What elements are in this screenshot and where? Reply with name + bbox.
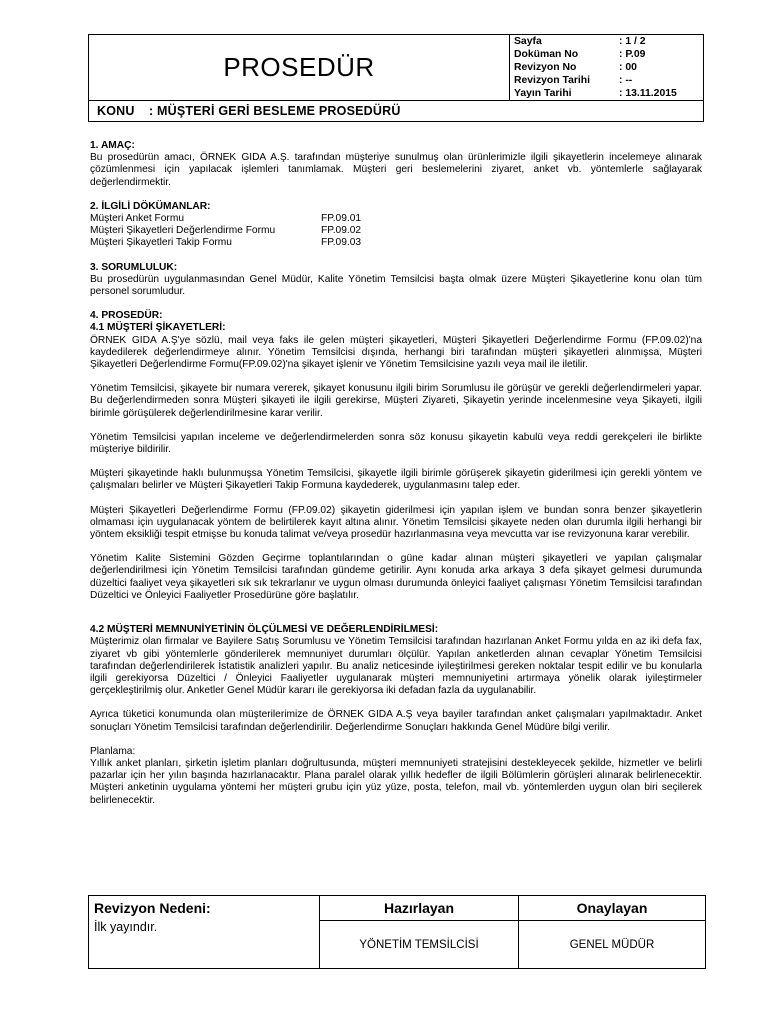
paragraph: Yönetim Temsilcisi, şikayete bir numara vererek, şikayet konusunu ilgili birim Sorumlusu ile görüşür ve gerekli değerlendirmeleri yapar. Bu değerlendirmeden sonra Müşteri şikayeti ile ilgili gerekirse, Müşteri Ziyareti, Şikayetin yerinde incelenmesine veya Şikayeti, ilgili birimle görüşülerek değerlendirilmesine karar verilir. [90,383,702,419]
subsection-heading: 4.2 MÜŞTERİ MEMNUNİYETİNİN ÖLÇÜLMESİ VE DEĞERLENDİRİLMESİ: [90,624,439,636]
section-heading: 3. SORUMLULUK: [90,261,178,273]
document-name: Müşteri Şikayetleri Takip Formu [90,237,232,249]
meta-key: Revizyon No [514,62,577,73]
section-heading: 1. AMAÇ: [90,140,135,151]
section-heading: 2. İLGİLİ DÖKÜMANLAR: [90,200,211,212]
meta-value: : 00 [619,62,637,73]
revision-value: İlk yayındır. [94,920,158,934]
subject-text: : MÜŞTERİ GERİ BESLEME PROSEDÜRÜ [149,104,401,118]
meta-value: : 1 / 2 [619,36,646,47]
revision-cell [89,896,320,968]
paragraph: Ayrıca tüketici konumunda olan müşterilerimize de ÖRNEK GIDA A.Ş veya bayiler tarafından anket çalışmaları yapılmaktadır. Anket sonuçları Yönetim Temsilcisi tarafından değerlendirilir. Değerlendirme Sonuçları hakkında Genel Müdüre bilgi verilir. [90,709,702,733]
paragraph: Bu prosedürün amacı, ÖRNEK GIDA A.Ş. tarafından müşteriye sunulmuş olan ürünlerimizle ilgili şikayetlerin incelemeye alınarak çözümlenmesi için yapılacak işlemleri tanımlamak. Müşteri geri beslemelerini ziyaret, anket vb. yöntemlerle sağlayarak değerlendirmektir. [90,152,702,188]
meta-row-publish-date [514,87,701,100]
meta-row-revision-no [514,61,701,74]
subject-row [88,101,704,122]
meta-row-doc-no [514,48,701,61]
meta-value: : 13.11.2015 [619,88,677,99]
meta-key: Sayfa [514,36,542,47]
approved-label: Onaylayan [519,896,705,921]
paragraph: Yönetim Temsilcisi yapılan inceleme ve değerlendirmelerden sonra söz konusu şikayetin kabulü veya reddi gerekçeleri ile birlikte müşteriye bildirilir. [90,431,702,456]
document-meta [510,35,705,100]
meta-key: Yayın Tarihi [514,88,572,99]
document-page [88,34,704,807]
meta-key: Revizyon Tarihi [514,75,591,86]
header-table [88,34,704,101]
planning-label: Planlama: [90,745,136,757]
document-body [88,140,704,807]
meta-value: : P.09 [619,49,646,60]
approved-cell [519,896,705,968]
document-list-item [90,213,702,225]
subject-label: KONU [97,104,135,118]
prepared-value: YÖNETİM TEMSİLCİSİ [359,938,479,951]
document-list-item [90,225,702,237]
document-name: Müşteri Şikayetleri Değerlendirme Formu [90,225,276,237]
document-code: FP.09.01 [321,213,362,225]
approved-value: GENEL MÜDÜR [569,938,655,951]
document-title: PROSEDÜR [89,35,510,100]
document-list-item [90,237,702,249]
section-heading: 4. PROSEDÜR: [90,310,163,322]
meta-row-page [514,35,701,48]
document-code: FP.09.02 [321,225,362,237]
document-name: Müşteri Anket Formu [90,213,184,225]
paragraph: Yıllık anket planları, şirketin işletim planları doğrultusunda, müşteri memnuniyeti stratejisini destekleyecek şekilde, hizmetler ve belirli pazarlar için her yılın başında hazırlanacaktır. Plana paralel olarak yıllık hedefler de ilgili Bölümlerin görüşleri alınarak belirlenecektir. Müşteri anketinin uygulama yöntemi her müşteri grubu için yüz yüze, posta, telefon, mail vb. yöntemlerden uygun olan biri seçilerek belirlenecektir. [90,757,702,806]
approval-table [88,895,706,969]
meta-key: Doküman No [514,49,579,60]
subsection-heading: 4.1 MÜŞTERİ ŞİKAYETLERİ: [90,322,226,334]
paragraph: Yönetim Kalite Sistemini Gözden Geçirme toplantılarından o güne kadar alınan müşteri şikayetleri ve yapılan çalışmalar değerlendirilmesi için Yönetim Temsilcisi tarafından gündeme getirilir. Aynı konuda arka arkaya 3 defa şikayet gelmesi durumunda düzeltici faaliyet veya şikayetleri sık sık tekrarlanır ve uygun olması durumunda önleyici faaliyet çalışması Yönetim Temsilcisi tarafından Düzeltici ve Önleyici Faaliyetler Prosedürüne göre başlatılır. [90,553,702,601]
revision-label: Revizyon Nedeni: [94,900,211,916]
meta-value: : -- [619,75,633,86]
paragraph: Müşteri şikayetinde haklı bulunmuşsa Yönetim Temsilcisi, şikayetle ilgili birimle görüşerek şikayetin giderilmesi için gerekli yöntem ve çalışmaları belirler ve Müşteri Şikayetleri Takip Formuna kaydederek, uygulanmasını talep eder. [90,468,702,492]
meta-row-revision-date [514,74,701,87]
paragraph: Bu prosedürün uygulanmasından Genel Müdür, Kalite Yönetim Temsilcisi başta olmak üzere Müşteri Şikayetlerine konu olan tüm personel sorumludur. [90,273,702,298]
paragraph: Müşteri Şikayetleri Değerlendirme Formu (FP.09.02) şikayetin giderilmesi için yapılan işlem ve bundan sonra benzer şikayetlerin olmaması için uygulanacak yöntem de belirtilerek kayıt altına alınır. Yönetim Temsilcisi şikayete neden olan durumla ilgili herhangi bir yöntem eksikliği tespit etmişse bu konuda talimat ve/veya prosedür hazırlanmasına veya mevcutta var ise revizyonuna karar verebilir. [90,504,702,541]
prepared-cell [320,896,519,968]
paragraph: ÖRNEK GIDA A.Ş'ye sözlü, mail veya faks ile gelen müşteri şikayetleri, Müşteri Şikayetleri Değerlendirme Formu (FP.09.02)'na kaydedilerek değerlendirmeye alınır. Yönetim Temsilcisi dışında, herhangi biri tarafından müşteri şikayetleri alınmışsa, Müşteri Şikayetleri Değerlendirme Formu(FP.09.02)'na şikayet işlenir ve Yönetim Temsilcisine yazılı veya mail ile iletilir. [90,334,702,371]
document-code: FP.09.03 [321,237,362,249]
paragraph: Müşterimiz olan firmalar ve Bayilere Satış Sorumlusu ve Yönetim Temsilcisi tarafından hazırlanan Anket Formu yılda en az iki defa fax, ziyaret vb gibi yöntemlerle gönderilerek memnuniyet durumları ölçülür. Yapılan anketlerden alınan cevaplar Yönetim Temsilcisi tarafından değerlendirilerek İstatistik analizleri yapılır. Bu analiz neticesinde iyileştirilmesi gereken noktalar tespit edilir ve bu konularla ilgili gerekiyorsa Düzeltici / Önleyici Faaliyetler uygulanarak müşteri memnuniyetini artırmaya yönelik olarak iyileştirmeler gerçekleştirilmiş olur. Anketler Genel Müdür kararı ile gerekiyorsa iki defadan fazla da uygulanabilir. [90,636,702,697]
prepared-label: Hazırlayan [320,896,518,921]
